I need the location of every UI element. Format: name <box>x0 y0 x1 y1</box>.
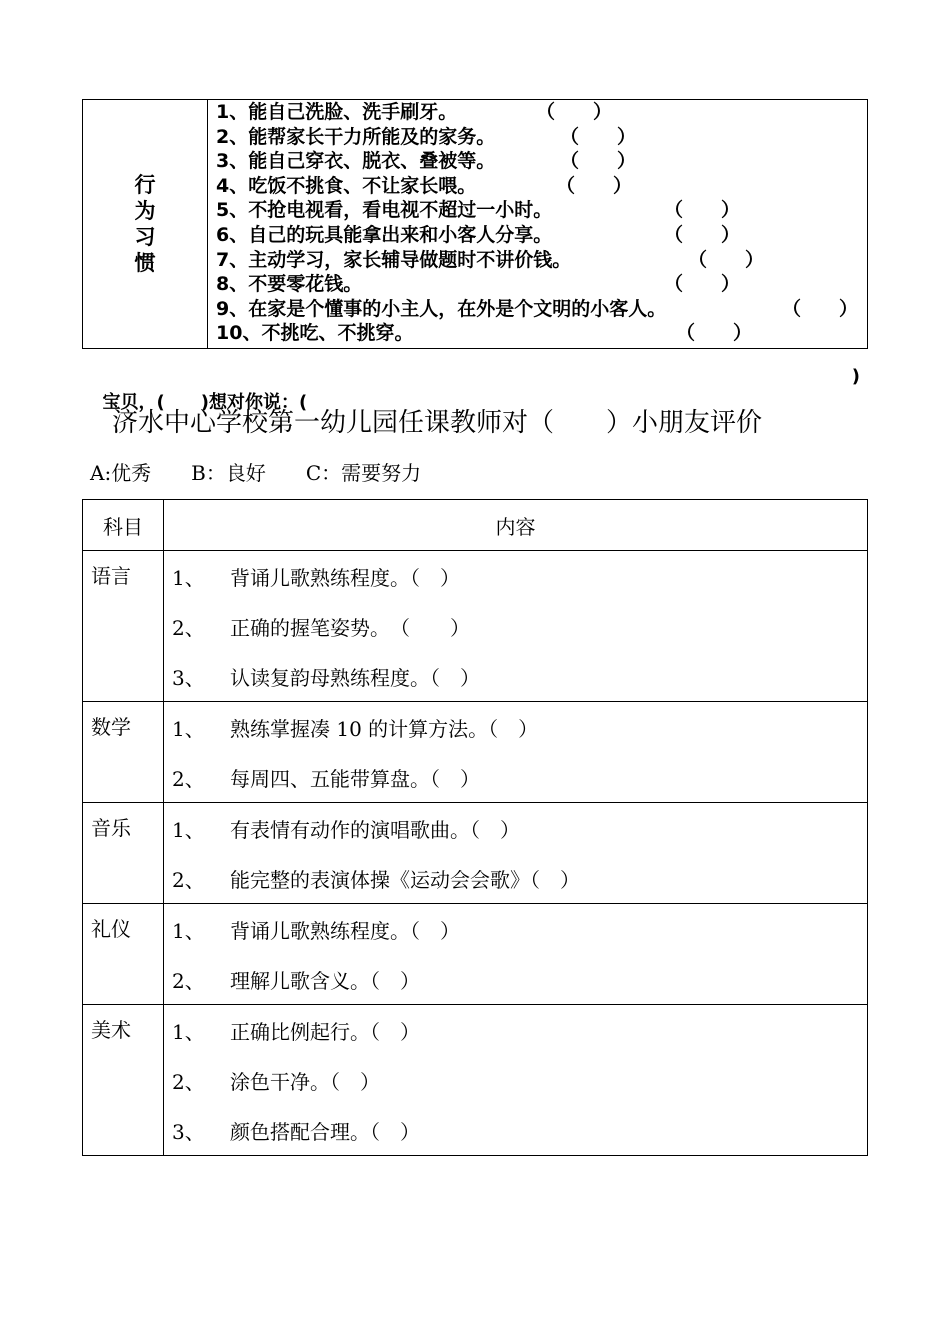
list-item <box>164 954 867 1004</box>
list-item <box>164 1105 867 1155</box>
habit-item <box>216 149 867 174</box>
habit-answer-blank[interactable]: （ ） <box>664 273 741 296</box>
item-number: 1、 <box>172 1019 205 1044</box>
habits-category <box>83 100 208 348</box>
table-row <box>83 1005 868 1156</box>
habit-answer-blank[interactable]: （ ） <box>556 174 633 197</box>
habit-item <box>216 100 867 125</box>
item-text: 每周四、五能带算盘。（ ） <box>230 766 480 791</box>
habit-text: 8、不要零花钱。 <box>216 273 363 296</box>
items-cell <box>164 904 868 1005</box>
habit-text: 4、吃饭不挑食、不让家长喂。 <box>216 174 477 197</box>
habit-item <box>216 248 867 273</box>
item-number: 1、 <box>172 918 205 943</box>
list-item <box>164 551 867 601</box>
items-cell <box>164 803 868 904</box>
list-item <box>164 702 867 752</box>
item-text: 正确比例起行。（ ） <box>230 1019 420 1044</box>
habit-item <box>216 272 867 297</box>
habit-item <box>216 174 867 199</box>
items-cell <box>164 551 868 702</box>
category-char: 为 <box>134 199 156 223</box>
item-number: 1、 <box>172 716 205 741</box>
list-item <box>164 601 867 651</box>
list-item <box>164 1055 867 1105</box>
habit-answer-blank[interactable]: （ ） <box>560 150 637 173</box>
item-number: 2、 <box>172 1069 205 1094</box>
habit-text: 9、在家是个懂事的小主人，在外是个文明的小客人。 <box>216 297 667 320</box>
habit-answer-blank[interactable]: （ ） <box>782 297 859 320</box>
item-text: 颜色搭配合理。（ ） <box>230 1119 420 1144</box>
habit-item <box>216 321 867 346</box>
baby-message-close: ) <box>851 366 860 387</box>
habit-answer-blank[interactable]: （ ） <box>560 125 637 148</box>
item-number: 1、 <box>172 565 205 590</box>
subject-cell: 美术 <box>83 1005 164 1156</box>
item-text: 理解儿歌含义。（ ） <box>230 968 420 993</box>
category-char: 习 <box>134 225 156 249</box>
table-row <box>83 702 868 803</box>
evaluation-table <box>82 499 868 1156</box>
subject-cell: 礼仪 <box>83 904 164 1005</box>
item-number: 2、 <box>172 615 205 640</box>
category-char: 惯 <box>134 251 156 275</box>
category-char: 行 <box>134 173 156 197</box>
habit-text: 1、能自己洗脸、洗手刷牙。 <box>216 101 458 123</box>
habit-text: 2、能帮家长干力所能及的家务。 <box>216 125 496 148</box>
subject-cell: 音乐 <box>83 803 164 904</box>
subject-cell: 数学 <box>83 702 164 803</box>
table-row <box>83 803 868 904</box>
habits-list <box>208 100 867 348</box>
items-cell <box>164 702 868 803</box>
baby-message-text: 宝贝，( )想对你说：( <box>102 392 308 413</box>
habit-item <box>216 125 867 150</box>
habit-text: 3、能自己穿衣、脱衣、叠被等。 <box>216 150 496 173</box>
list-item <box>164 853 867 903</box>
habit-answer-blank[interactable]: （ ） <box>664 223 741 246</box>
item-number: 1、 <box>172 817 205 842</box>
item-text: 认读复韵母熟练程度。（ ） <box>230 665 480 690</box>
item-number: 3、 <box>172 1119 205 1144</box>
content-header: 内容 <box>164 500 868 551</box>
habit-answer-blank[interactable]: （ ） <box>676 322 753 345</box>
habit-answer-blank[interactable]: （ ） <box>536 101 613 123</box>
item-text: 背诵儿歌熟练程度。（ ） <box>230 918 460 943</box>
habit-answer-blank[interactable]: （ ） <box>664 199 741 222</box>
grade-legend: A:优秀 B：良好 C：需要努力 <box>90 461 422 485</box>
item-number: 2、 <box>172 968 205 993</box>
item-number: 3、 <box>172 665 205 690</box>
habit-text: 7、主动学习，家长辅导做题时不讲价钱。 <box>216 248 572 271</box>
list-item <box>164 904 867 954</box>
habit-item <box>216 297 867 322</box>
habit-text: 10、不挑吃、不挑穿。 <box>216 322 414 345</box>
habit-text: 6、自己的玩具能拿出来和小客人分享。 <box>216 223 553 246</box>
item-text: 能完整的表演体操《运动会会歌》（ ） <box>230 867 580 892</box>
evaluation-title: 济水中心学校第一幼儿园任课教师对（ ）小朋友评价 <box>112 408 763 438</box>
subject-cell: 语言 <box>83 551 164 702</box>
subject-header: 科目 <box>83 500 164 551</box>
table-header-row <box>83 500 868 551</box>
item-text: 涂色干净。（ ） <box>230 1069 380 1094</box>
item-number: 2、 <box>172 867 205 892</box>
item-text: 有表情有动作的演唱歌曲。（ ） <box>230 817 520 842</box>
list-item <box>164 752 867 802</box>
table-row <box>83 551 868 702</box>
habit-item <box>216 223 867 248</box>
items-cell <box>164 1005 868 1156</box>
habit-answer-blank[interactable]: （ ） <box>688 248 765 271</box>
item-text: 正确的握笔姿势。 （ ） <box>230 615 470 640</box>
habits-table <box>82 99 868 349</box>
item-number: 2、 <box>172 766 205 791</box>
table-row <box>83 904 868 1005</box>
item-text: 熟练掌握凑 10 的计算方法。（ ） <box>230 716 539 741</box>
list-item <box>164 651 867 701</box>
habit-item <box>216 198 867 223</box>
habit-text: 5、不抢电视看，看电视不超过一小时。 <box>216 199 553 222</box>
item-text: 背诵儿歌熟练程度。（ ） <box>230 565 460 590</box>
list-item <box>164 803 867 853</box>
list-item <box>164 1005 867 1055</box>
